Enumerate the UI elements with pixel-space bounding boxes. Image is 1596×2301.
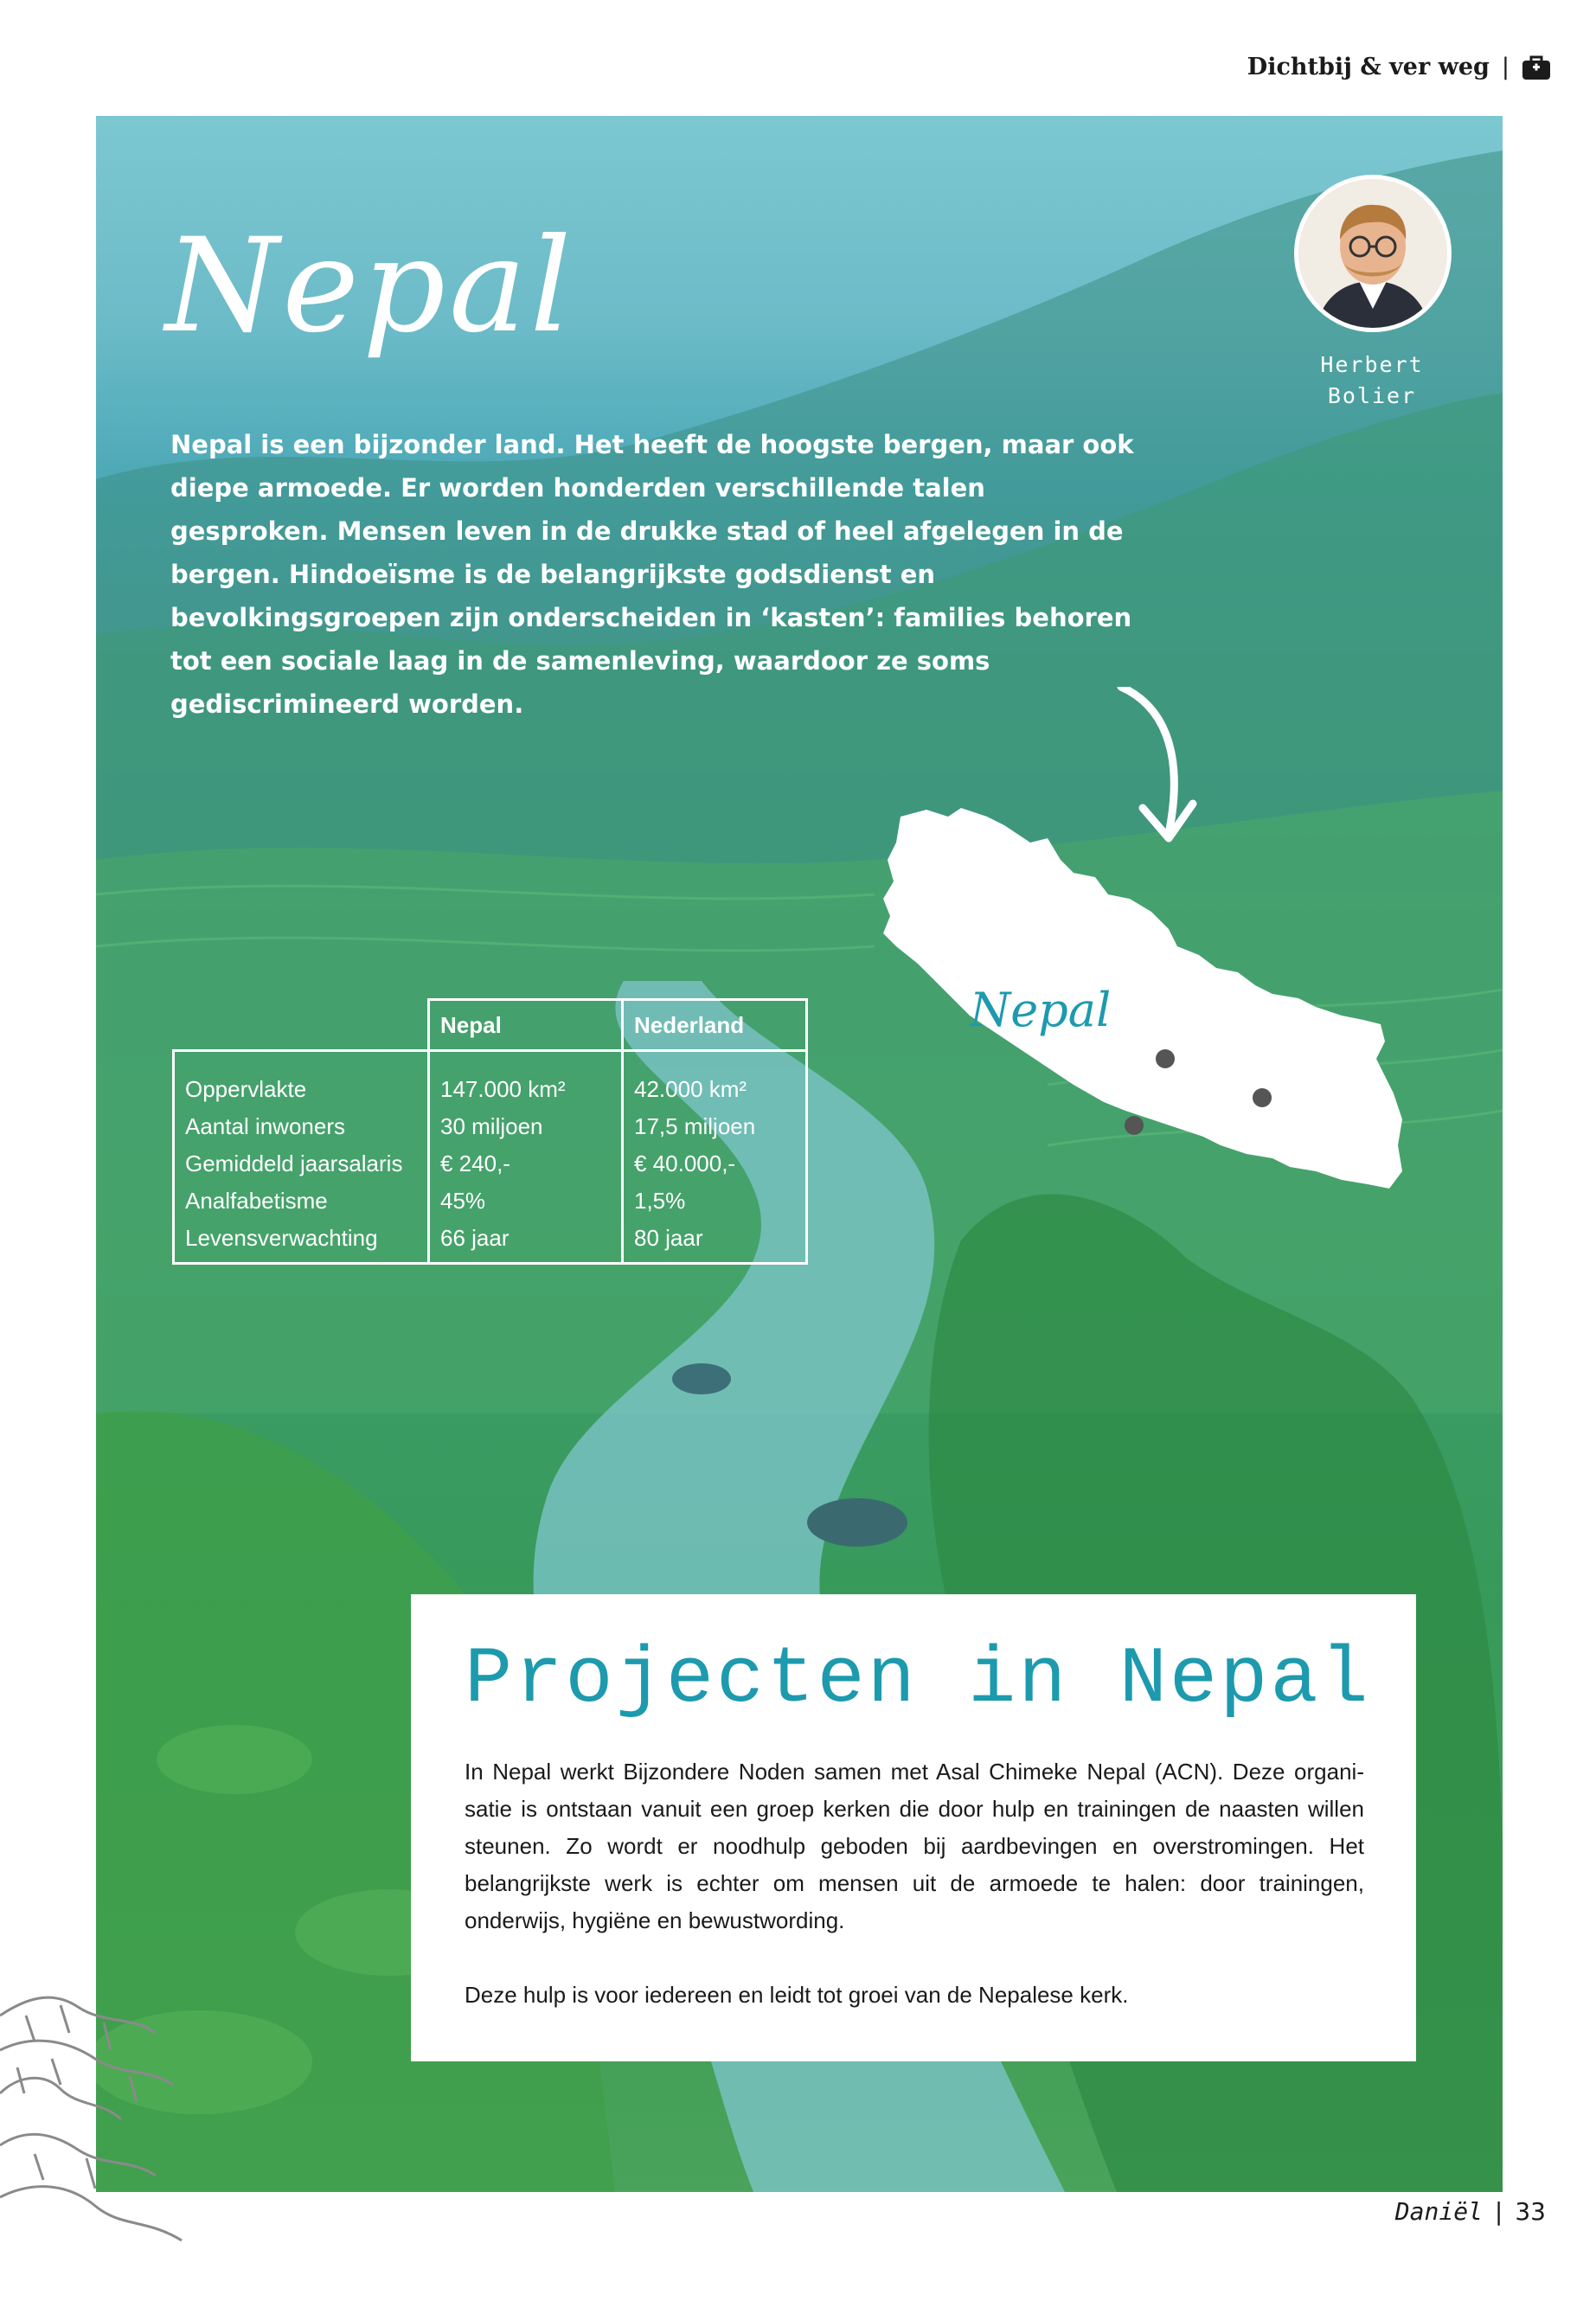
nepal-value: € 240,- [429,1145,623,1183]
nederland-value: € 40.000,- [623,1145,807,1183]
nederland-value: 80 jaar [623,1220,807,1264]
projects-paragraph-2: Deze hulp is voor iedereen en leidt tot groei van de Nepalese kerk. [465,1982,1129,2008]
mountain-sketch [0,1981,208,2301]
nederland-value: 42.000 km² [623,1051,807,1109]
row-label: Gemiddeld jaarsalaris [174,1145,429,1183]
row-label: Aantal inwoners [174,1108,429,1145]
projects-paragraph-1: In Nepal werkt Bijzondere Noden samen met Asal Chimeke Nepal (ACN). Deze organisatie is ontstaan vanuit een groep kerken die door hulp en trainingen de naasten willen steunen. Zo wordt er noodhulp geboden bij aardbevingen en overstromingen. Het belangrijkste werk is echter om mensen uit de armoede te halen: door trainingen, onderwijs, hygiëne en bewustwording. [465,1759,1364,1933]
map-pin-icon [1253,1088,1272,1107]
row-label: Oppervlakte [174,1051,429,1109]
row-label: Analfabetisme [174,1183,429,1220]
map-pin-icon [1156,1049,1175,1068]
stats-header-blank [174,1000,429,1051]
page-title: Nepal [165,211,575,362]
author-name [1290,349,1454,412]
author-last-name: Bolier [1327,383,1417,408]
table-row [174,1108,807,1145]
footer-separator: | [1494,2197,1503,2226]
stats-header-row [174,1000,807,1051]
table-row [174,1183,807,1220]
nepal-value: 45% [429,1183,623,1220]
stats-table [172,998,808,1265]
map-label: Nepal [970,983,1112,1037]
author-avatar [1294,175,1452,332]
nederland-value: 17,5 miljoen [623,1108,807,1145]
briefcase-icon [1522,54,1551,80]
nepal-value: 147.000 km² [429,1051,623,1109]
magazine-name: Daniël [1394,2197,1483,2226]
section-title: Dichtbij & ver weg [1247,54,1490,80]
stats-header-nederland: Nederland [623,1000,807,1051]
projects-box [411,1594,1416,2061]
nepal-value: 66 jaar [429,1220,623,1264]
page-number: 33 [1515,2197,1546,2226]
table-row [174,1051,807,1109]
author-first-name: Herbert [1320,352,1424,377]
projects-heading: Projecten in Nepal [465,1634,1371,1725]
row-label: Levensverwachting [174,1220,429,1264]
author-portrait [1298,179,1447,328]
table-row [174,1145,807,1183]
page-footer [1395,2197,1546,2226]
table-row [174,1220,807,1264]
header-separator: | [1501,54,1509,80]
section-header [1247,54,1551,80]
nederland-value: 1,5% [623,1183,807,1220]
intro-text: Nepal is een bijzonder land. Het heeft de hoogste bergen, maar ook diepe armoede. Er worden honderden verschillende talen gesproken. Mensen leven in de drukke stad of heel afgelegen in de bergen. Hindoeïsme is de belangrijkste godsdienst en bevolkingsgroepen zijn onderscheiden in ‘kasten’: families behoren tot een sociale laag in de samenleving, waardoor ze soms gediscrimineerd worden. [170,430,1134,719]
stats-header-nepal: Nepal [429,1000,623,1051]
map-pin-icon [1125,1116,1144,1135]
nepal-map [788,687,1463,1223]
nepal-silhouette [883,808,1402,1189]
nepal-value: 30 miljoen [429,1108,623,1145]
